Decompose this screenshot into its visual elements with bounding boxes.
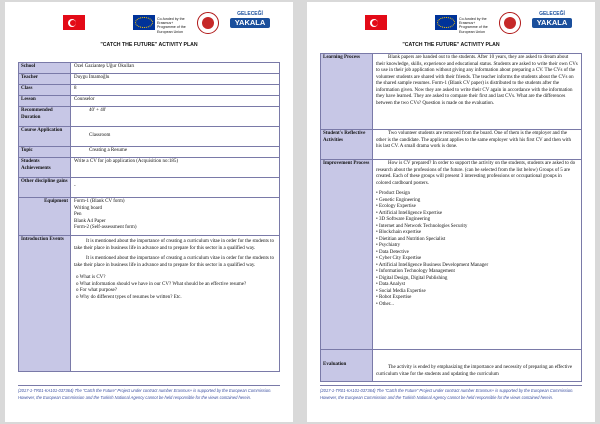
row-value: 40' + 40' bbox=[71, 107, 280, 127]
activity-plan-table-left bbox=[18, 62, 280, 372]
row-value: Counselor bbox=[71, 96, 280, 107]
table-row bbox=[19, 107, 280, 127]
paragraph: How is CV prepared? In order to support the activity on the students, students are asked to do research about the professions of the future. (can be selected from the list below) Groups of 5 are created. Each of these groups will present 3 interesting professions or occupational groups in colored cardboard posters. bbox=[376, 161, 576, 186]
table-row bbox=[19, 147, 280, 158]
table-row bbox=[19, 236, 280, 372]
eu-flag-icon bbox=[133, 15, 155, 30]
paragraph: Two volunteer students are removed from the board. One of them is the employer and the other is the candidate. The applicant applies to the same employer with his first CV and then with his last CV. A small drama work is done. bbox=[376, 131, 572, 149]
list-item: • Blockchain expertise bbox=[376, 230, 578, 237]
row-label: Introduction Events bbox=[19, 236, 71, 372]
row-label: Other discipline gains bbox=[19, 178, 71, 198]
document-page-right bbox=[307, 2, 595, 422]
list-item: • Cyber City Expertise bbox=[376, 256, 578, 263]
list-item: o Why do different types of resumes be written? Etc. bbox=[76, 294, 182, 300]
row-label: Course Application bbox=[19, 127, 71, 147]
list-item: Form-1 (Blank CV form) bbox=[74, 199, 125, 204]
plan-title: "CATCH THE FUTURE" ACTIVITY PLAN bbox=[100, 42, 198, 48]
document-page-left bbox=[5, 2, 293, 422]
plan-title: "CATCH THE FUTURE" ACTIVITY PLAN bbox=[402, 42, 500, 48]
row-value: Duygu İmamoğlu bbox=[71, 74, 280, 85]
row-value: - bbox=[71, 178, 280, 198]
row-value bbox=[373, 130, 582, 160]
row-label: Improvement Process bbox=[321, 160, 373, 350]
row-value: Classroom bbox=[71, 127, 280, 147]
list-item: • Ecology Expertise bbox=[376, 204, 578, 211]
table-row bbox=[19, 127, 280, 147]
turkish-flag-icon bbox=[63, 15, 85, 30]
logo-strip bbox=[5, 11, 293, 39]
row-value: Write a CV for job application (Acquisition no:185) bbox=[71, 158, 280, 178]
list-item: • Data Detective bbox=[376, 250, 578, 257]
list-item: • 3D Software Engineering bbox=[376, 217, 578, 224]
eu-flag-icon bbox=[435, 15, 457, 30]
paragraph: Blank papers are handed out to the students. After 10 years, they are asked to dream about their knowledge, skills, experience and educational status. Students are asked to write their own CVs to use in their job application without giving any information about preparing a CV. The CVs of the volunteer students are shared with their friends. The teacher informs the students about the CVs on the shared sample resumes. Form-1 (Blank CV paper) is distributed to the students after the information given. Now they are asked to write their CV again in accordance with the information they have learned. They are asked to compare their first and last CVs. What are the differences between the two CVs? Question is made on the evaluation. bbox=[376, 55, 578, 106]
list-item: • Genetic Engineering bbox=[376, 198, 578, 205]
list-item: • Artificial Intelligence Business Development Manager bbox=[376, 263, 578, 270]
list-item: • Information Technology Management bbox=[376, 269, 578, 276]
list-item: o What information should we have in our CV? What should be an effective resume? bbox=[76, 281, 247, 287]
row-label: Class bbox=[19, 85, 71, 96]
table-row bbox=[321, 130, 582, 160]
project-logo-top: GELECEĞİ bbox=[237, 11, 263, 17]
list-item: o What is CV? bbox=[76, 275, 106, 280]
list-item: • Artificial Intelligence Expertise bbox=[376, 211, 578, 218]
list-item: • Robot Expertise bbox=[376, 295, 578, 302]
introduction-content bbox=[71, 236, 280, 372]
row-label: Teacher bbox=[19, 74, 71, 85]
list-item: Pen bbox=[74, 212, 82, 217]
school-seal-icon bbox=[499, 12, 521, 34]
list-item: • Dietitian and Nutrition Specialist bbox=[376, 237, 578, 244]
table-row bbox=[321, 54, 582, 130]
row-label: Students Achievements bbox=[19, 158, 71, 178]
list-item: Form-2 (Self-assessment form) bbox=[74, 225, 137, 230]
erasmus-text: Co-funded by the Erasmus+ Programme of the European Union bbox=[459, 17, 488, 34]
table-row bbox=[19, 96, 280, 107]
row-label: Equipment bbox=[19, 198, 71, 236]
turkish-flag-icon bbox=[365, 15, 387, 30]
project-logo-bottom: YAKALA bbox=[230, 18, 270, 28]
project-logo bbox=[230, 11, 270, 35]
school-seal-icon bbox=[197, 12, 219, 34]
row-value: 8 bbox=[71, 85, 280, 96]
table-row bbox=[19, 158, 280, 178]
logo-strip bbox=[307, 11, 595, 39]
list-item: • Data Analyst bbox=[376, 282, 578, 289]
page-footer: (2017-1-TR01-KA101-037364) The "Catch the Future" Project under contract number Erasmus+ is supported by the European Commission. However, the European Commission and the Turkish National Agency cannot be held responsible for the views contained herein. bbox=[18, 385, 280, 401]
table-row bbox=[321, 350, 582, 382]
project-logo bbox=[532, 11, 572, 35]
project-logo-top: GELECEĞİ bbox=[539, 11, 565, 17]
row-label: Evaluation bbox=[321, 350, 373, 382]
erasmus-text: Co-funded by the Erasmus+ Programme of the European Union bbox=[157, 17, 186, 34]
list-item: o For what purpose? bbox=[76, 288, 117, 293]
row-label: Student's Reflective Activities bbox=[321, 130, 373, 160]
row-label: Lesson bbox=[19, 96, 71, 107]
table-row bbox=[19, 85, 280, 96]
row-label: Learning Process bbox=[321, 54, 373, 130]
list-item: • Psychiatry bbox=[376, 243, 578, 250]
row-value: Özel Gaziantep Uğur Okulları bbox=[71, 63, 280, 74]
table-row bbox=[19, 63, 280, 74]
list-item: Writing board bbox=[74, 205, 102, 211]
row-value bbox=[373, 54, 582, 130]
table-row bbox=[19, 198, 280, 236]
paragraph: The activity is ended by emphasizing the importance and necessity of preparing an effective curriculum vitae for the students and updating the curriculum bbox=[376, 365, 573, 377]
list-item: • Internet and Network Technologies Security bbox=[376, 224, 578, 231]
table-row bbox=[19, 178, 280, 198]
table-row bbox=[321, 160, 582, 350]
table-row bbox=[19, 74, 280, 85]
row-label: School bbox=[19, 63, 71, 74]
row-label: Recommended Duration bbox=[19, 107, 71, 127]
list-item: • Social Media Expertise bbox=[376, 289, 578, 296]
row-value: Creating a Resume bbox=[71, 147, 280, 158]
improvement-content bbox=[373, 160, 582, 350]
page-footer: (2017-1-TR01-KA101-037364) The "Catch the Future" Project under contract number Erasmus+ is supported by the European Commission. However, the European Commission and the Turkish National Agency cannot be held responsible for the views contained herein. bbox=[320, 385, 582, 401]
row-value bbox=[373, 350, 582, 382]
paragraph: It is mentioned about the importance of creating a curriculum vitae in order for the students to take their place in business life in advance and to prepare for this sector in a qualified way. bbox=[74, 239, 274, 251]
list-item: • Product Design bbox=[376, 191, 578, 198]
paragraph: It is mentioned about the importance of creating a curriculum vitae in order for the students to take their place in business life in advance and to prepare for this sector in a qualified way. bbox=[74, 256, 274, 268]
equipment-list bbox=[71, 198, 280, 236]
row-label: Topic bbox=[19, 147, 71, 158]
list-item: • Digital Design, Digital Publishing bbox=[376, 276, 578, 283]
project-logo-bottom: YAKALA bbox=[532, 18, 572, 28]
activity-plan-table-right bbox=[320, 53, 582, 382]
list-item: • Other... bbox=[376, 302, 578, 309]
list-item: Blank A4 Paper bbox=[74, 218, 106, 224]
